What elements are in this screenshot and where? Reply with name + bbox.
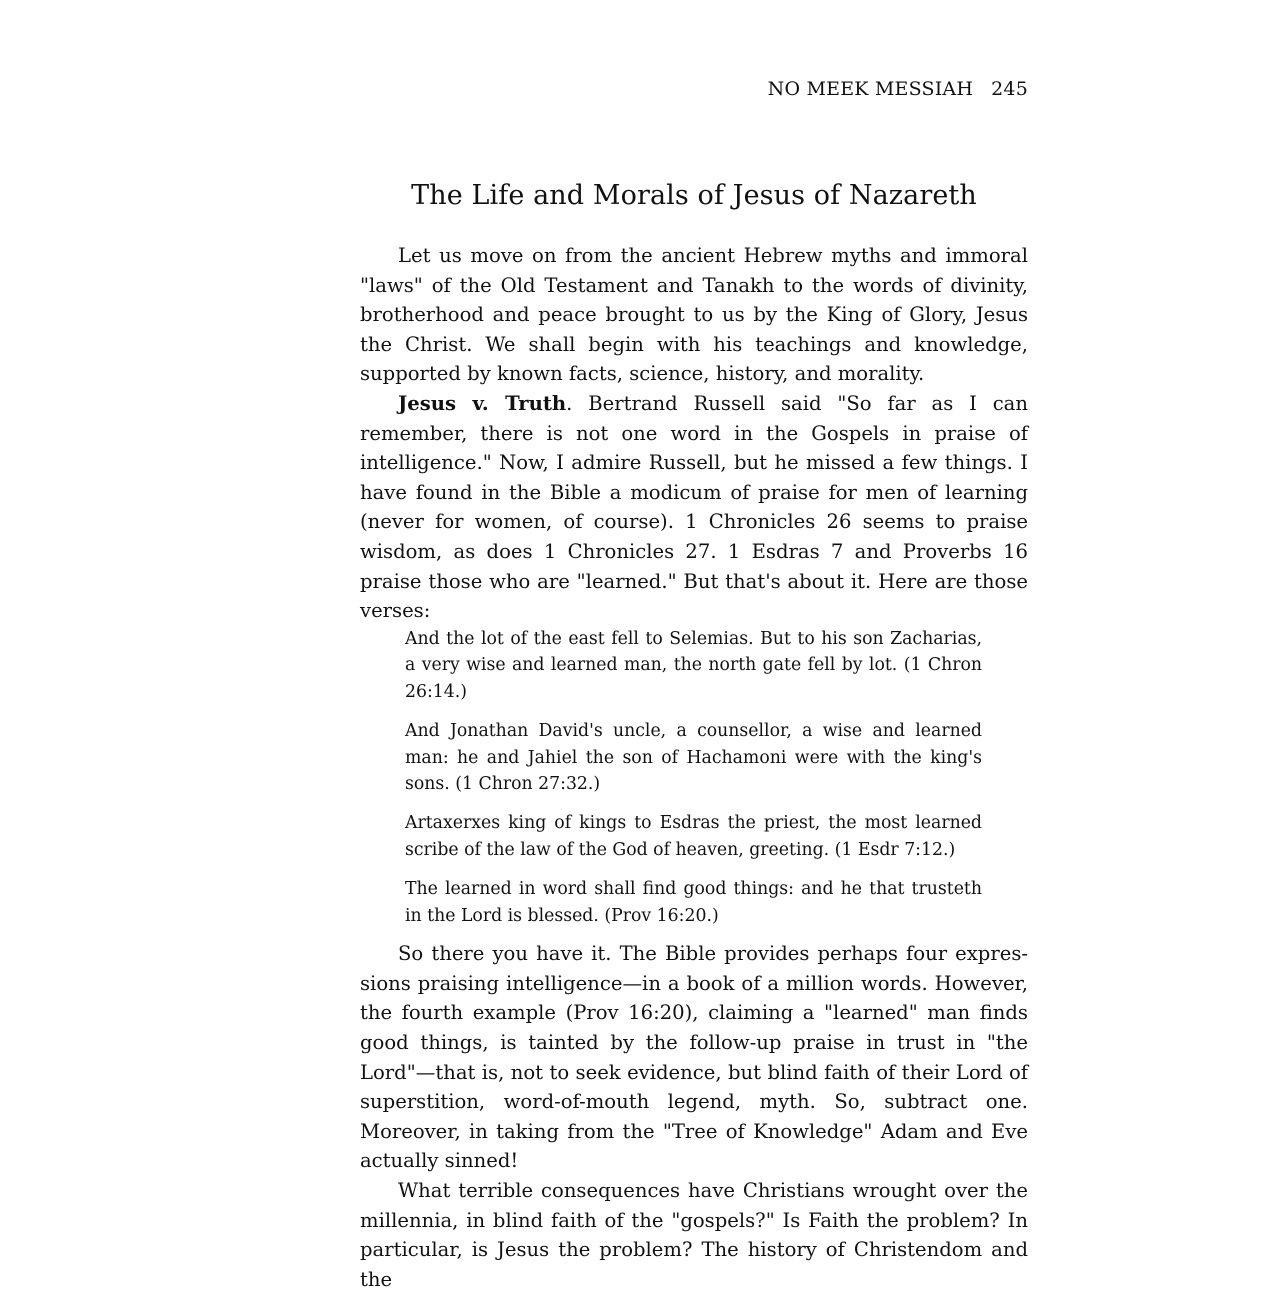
running-title: NO MEEK MESSIAH bbox=[767, 78, 974, 100]
block-quotes bbox=[360, 626, 1028, 939]
page-number: 245 bbox=[991, 78, 1028, 100]
paragraph-consequences: What terrible consequences have Christians wrought over the millennia, in blind faith of the "gospels?" Is Faith the problem? In particular, is Jesus the problem? The history of Christendom and the bbox=[360, 1178, 1028, 1291]
chapter-title: The Life and Morals of Jesus of Nazareth bbox=[411, 180, 977, 211]
block-quote: And the lot of the east fell to Selemias. But to his son Zacharias, a very wise and learned man, the north gate fell by lot. (1 Chron 26:14.) bbox=[405, 628, 982, 702]
block-quote: Artaxerxes king of kings to Esdras the priest, the most learned scribe of the law of the God of heaven, greeting. (1 Esdr 7:12.) bbox=[405, 813, 982, 860]
running-header bbox=[768, 78, 1028, 100]
book-page bbox=[360, 0, 1028, 1291]
paragraph-so-there: So there you have it. The Bible provides perhaps four expressions praising intelligence—in a book of a million words. However, the fourth example (Prov 16:20), claiming a "learned" man finds good things, is tainted by the follow-up praise in trust in "the Lord"—that is, not to seek evidence, but blind faith of their Lord of superstition, word-of-mouth legend, myth. So, subtract one. Moreover, in taking from the "Tree of Knowledge" Adam and Eve actually sinned! bbox=[360, 942, 1028, 1173]
paragraph-text: . Bertrand Russell said "So far as I can remember, there is not one word in the Gospels in praise of intelligence." Now, I admire Russell, but he missed a few things. I have found in the Bible a modicum of praise for men of learning (never for women, of course). 1 Chronicles 26 seems to praise wisdom, as does 1 Chronicles 27. 1 Esdras 7 and Proverbs 16 praise those who are "learned." But that's about it. Here are those verses: bbox=[360, 391, 1028, 623]
body-text bbox=[360, 241, 1028, 1294]
paragraph-intro: Let us move on from the ancient Hebrew myths and immoral "laws" of the Old Testament and Tanakh to the words of divinity, brotherhood and peace brought to us by the King of Glory, Jesus the Christ. We shall begin with his teachings and knowledge, supported by known facts, science, history, and morality. bbox=[360, 244, 1028, 386]
block-quote: And Jonathan David's uncle, a counsellor, a wise and learned man: he and Jahiel the son of Hachamoni were with the king's sons. (1 Chron 27:32.) bbox=[405, 721, 982, 795]
paragraph-jesus-v-truth bbox=[360, 389, 1028, 626]
block-quote: The learned in word shall find good things: and he that trusteth in the Lord is blessed. (Prov 16:20.) bbox=[405, 878, 982, 926]
run-in-heading: Jesus v. Truth bbox=[398, 391, 567, 415]
